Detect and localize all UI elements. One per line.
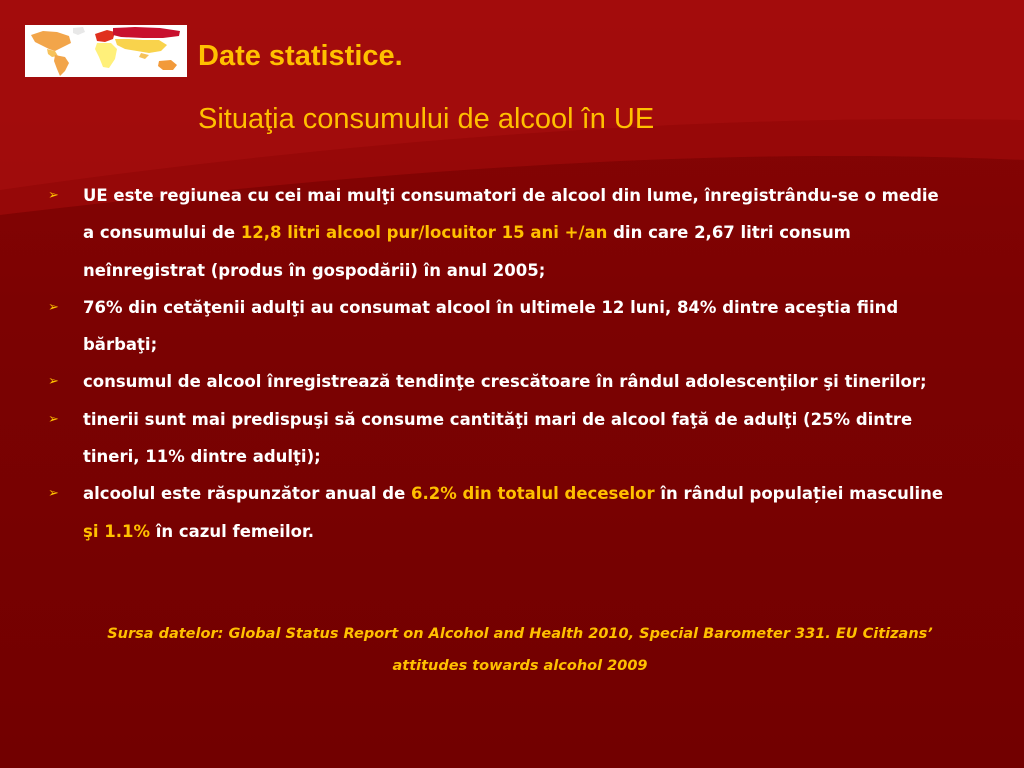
bullet-text: 76% din cetăţenii adulţi au consumat alcool în ultimele 12 luni, 84% dintre aceştia fiind bărbaţi; (83, 297, 899, 355)
arrowhead-bullet-icon: ➢ (48, 374, 59, 390)
bullet-text: în rândul populației masculine (654, 484, 944, 504)
bullet-item (48, 289, 948, 364)
source-line-2: attitudes towards alcohol 2009 (392, 658, 648, 674)
bullet-text: din care 2,67 litri consum neînregistrat (produs în gospodării) în anul 2005; (83, 223, 851, 280)
arrowhead-bullet-icon: ➢ (48, 486, 59, 502)
world-map-image (25, 25, 187, 77)
bullet-text: în cazul femeilor. (149, 521, 314, 541)
bullet-text: consumul de alcool înregistrează tendinţe crescătoare în rândul adolescenţilor şi tinerilor; (83, 372, 927, 392)
bullet-item (48, 401, 948, 476)
bullet-item (48, 475, 948, 550)
bullet-text: tinerii sunt mai predispuşi să consume cantităţi mari de alcool faţă de adulţi (25% dintre tineri, 11% dintre adulţi); (83, 409, 913, 467)
arrowhead-bullet-icon: ➢ (48, 411, 59, 427)
bullet-text: UE este regiunea cu cei mai mulţi consumatori de alcool din lume, înregistrându-se o medie a consumului de (83, 186, 939, 243)
bullet-list (48, 177, 948, 550)
bullet-item (48, 177, 948, 289)
world-map-icon (25, 25, 187, 77)
bullet-highlight: 12,8 litri alcool pur/locuitor 15 ani +/an (240, 223, 608, 243)
slide-subtitle: Situaţia consumului de alcool în UE (198, 103, 655, 135)
arrowhead-bullet-icon: ➢ (48, 299, 59, 315)
bullet-highlight: 6.2% din totalul deceselor (411, 484, 655, 504)
bullet-item (48, 363, 948, 400)
arrowhead-bullet-icon: ➢ (48, 188, 59, 203)
source-citation (40, 618, 1000, 682)
source-line-1: Sursa datelor: Global Status Report on Alcohol and Health 2010, Special Barometer 331. EU Citizans’ (107, 626, 933, 642)
bullet-text: alcoolul este răspunzător anual de (83, 484, 412, 504)
slide-title: Date statistice. (198, 40, 403, 72)
bullet-highlight: şi 1.1% (83, 521, 150, 541)
